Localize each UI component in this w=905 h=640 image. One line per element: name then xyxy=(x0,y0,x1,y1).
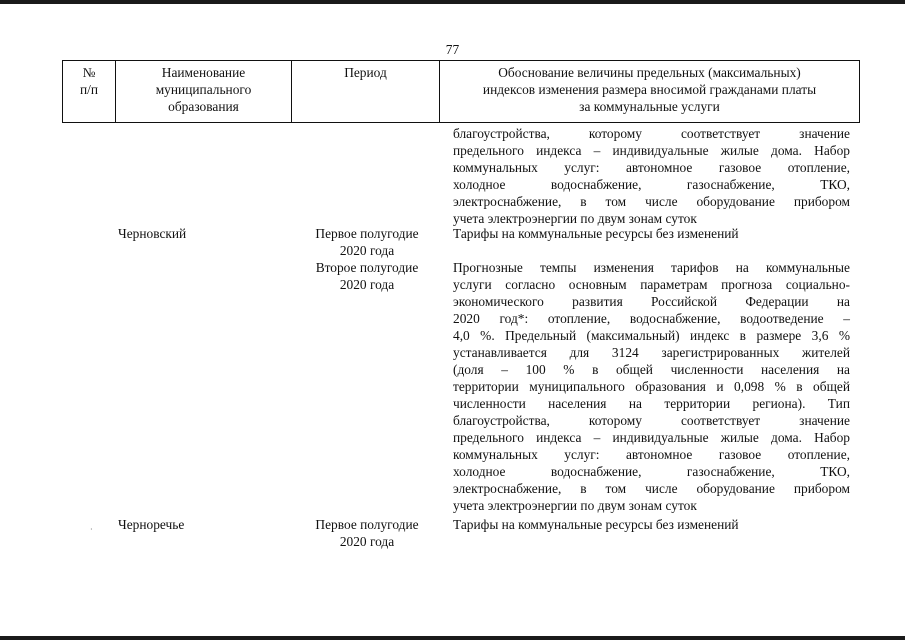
text-line: Прогнозные темпы изменения тарифов на коммунальные xyxy=(453,260,850,275)
row-period: Первое полугодие 2020 года xyxy=(315,517,419,549)
scan-edge-bottom xyxy=(0,636,905,640)
header-period: Период xyxy=(344,65,387,80)
text-line: 2020 год*: отопление, водоснабжение, водоотведение – xyxy=(453,311,850,326)
text-line: коммунальных услуг: автономное газовое отопление, xyxy=(453,447,850,462)
scan-speck: · xyxy=(90,525,93,534)
text-line: Тарифы на коммунальные ресурсы без изменений xyxy=(453,517,739,532)
row-text xyxy=(453,516,850,533)
header-justification: Обоснование величины предельных (максимальных) индексов изменения размера вносимой гражданами платы за коммунальные услуги xyxy=(482,65,817,114)
text-line: услуги согласно основным параметрам прогноза социально- xyxy=(453,277,850,292)
table-header xyxy=(62,60,860,123)
row-name: Чернoречье xyxy=(118,517,185,532)
scan-edge-top xyxy=(0,0,905,4)
row-period: Первое полугодие 2020 года xyxy=(315,226,419,258)
text-line: (доля – 100 % в общей численности населения на xyxy=(453,362,850,377)
text-line: численности населения на территории региона). Тип xyxy=(453,396,850,411)
text-line: холодное водоснабжение, газоснабжение, ТКО, xyxy=(453,177,850,192)
text-line: учета электроэнергии по двум зонам суток xyxy=(453,498,697,513)
text-line: территории муниципального образования и 0,098 % в общей xyxy=(453,379,850,394)
page-number: 77 xyxy=(445,42,460,57)
text-line: холодное водоснабжение, газоснабжение, ТКО, xyxy=(453,464,850,479)
text-line: коммунальных услуг: автономное газовое отопление, xyxy=(453,160,850,175)
text-line: электроснабжение, в том числе оборудование прибором xyxy=(453,481,850,496)
text-line: благоустройства, которому соответствует значение xyxy=(453,413,850,428)
header-name: Наименование муниципального образования xyxy=(155,65,252,114)
row-text xyxy=(453,259,850,514)
row-name: Черновский xyxy=(118,226,187,241)
text-line: Тарифы на коммунальные ресурсы без изменений xyxy=(453,226,739,241)
row-period: Второе полугодие 2020 года xyxy=(315,260,419,292)
text-line: благоустройства, которому соответствует значение xyxy=(453,126,850,141)
continuation-text xyxy=(453,125,850,227)
text-line: предельного индекса – индивидуальные жилые дома. Набор xyxy=(453,143,850,158)
header-num: № п/п xyxy=(79,65,99,97)
text-line: экономического развития Российской Федерации на xyxy=(453,294,850,309)
text-line: электроснабжение, в том числе оборудование прибором xyxy=(453,194,850,209)
row-text xyxy=(453,225,850,242)
text-line: 4,0 %. Предельный (максимальный) индекс в размере 3,6 % xyxy=(453,328,850,343)
text-line: учета электроэнергии по двум зонам суток xyxy=(453,211,697,226)
text-line: устанавливается для 3124 зарегистрированных жителей xyxy=(453,345,850,360)
text-line: предельного индекса – индивидуальные жилые дома. Набор xyxy=(453,430,850,445)
